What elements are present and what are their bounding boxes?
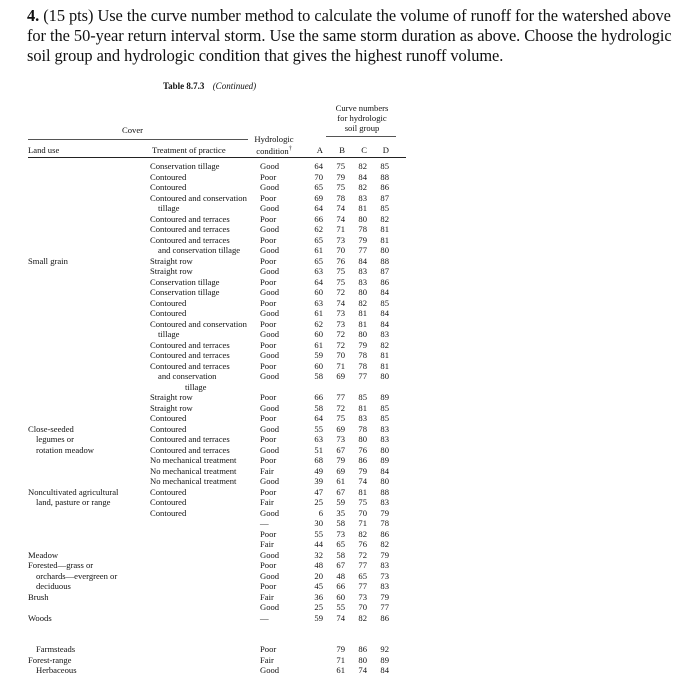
curve-number-cell: 71 [336,360,345,371]
curve-number-cell: 89 [380,392,389,402]
land-use-label: Meadow [28,549,59,560]
curve-number-cell: 82 [380,213,389,224]
treatment-label: Conservation tillage [150,276,220,287]
hydrologic-condition: Poor [260,560,277,570]
cover-header: Cover [122,125,144,135]
curve-number-cell: 82 [380,539,389,549]
hydrologic-condition: Fair [260,497,274,507]
hydrologic-condition: Good [260,350,280,360]
curve-number-cell: 70 [314,171,323,182]
curve-number-cell: 80 [358,434,367,444]
curve-number-cell: 84 [380,287,389,297]
treatment-label: tillage [158,203,180,213]
curve-number-cell: 20 [314,570,323,581]
curve-number-cell: 39 [314,476,323,486]
hydrologic-condition: Good [260,266,280,276]
curve-number-cell: 60 [336,591,345,602]
curve-number-cell: 86 [358,455,367,465]
treatment-label: Straight row [150,266,193,276]
hydrologic-condition: Poor [260,276,277,287]
curve-number-cell: 69 [336,371,345,381]
curve-number-cell: 70 [358,507,367,518]
curve-number-cell: 83 [380,497,389,507]
curve-number-cell: 61 [336,476,345,486]
curve-number-cell: 83 [380,560,389,570]
curve-number-cell: 82 [358,528,367,539]
treatment-label: Contoured and terraces [150,339,230,350]
curve-number-cell: 47 [314,486,323,497]
curve-number-cell: 72 [336,329,345,339]
land-use-label: Forested—grass or [28,560,94,570]
curve-number-cell: 67 [336,486,345,497]
hydrologic-condition: Fair [260,539,274,549]
hydrologic-condition: Good [260,245,280,255]
hydrologic-condition-header: Hydrologic condition† [254,134,294,156]
curve-numbers-header: Curve numbers for hydrologic soil group [335,103,389,133]
curve-number-cell: 48 [336,570,345,581]
curve-number-cell: 73 [336,308,345,318]
curve-number-cell: 74 [336,213,345,224]
land-use-label: orchards—evergreen or [36,570,118,581]
treatment-label: Straight row [150,392,193,402]
curve-number-cell: 74 [336,612,345,623]
curve-number-cell: 79 [336,455,345,465]
curve-number-cell: 84 [380,318,389,329]
curve-number-cell: 79 [336,644,345,654]
curve-number-cell: 83 [358,266,367,276]
curve-number-cell: 73 [336,434,345,444]
curve-number-cell: 25 [314,497,323,507]
curve-number-cell: 75 [336,266,345,276]
land-use-label: legumes or [36,434,74,444]
curve-number-cell: 82 [358,297,367,308]
curve-number-cell: 83 [358,192,367,203]
curve-number-cell: 59 [336,497,345,507]
land-use-label: Small grain [28,255,68,266]
hydrologic-condition: Poor [260,644,277,654]
curve-number-cell: 83 [380,581,389,591]
curve-number-cell: 44 [314,539,323,549]
curve-number-cell: 62 [314,224,323,234]
curve-number-cell: 68 [314,455,323,465]
land-use-header: Land use [28,145,60,155]
group-b-header: B [339,145,345,155]
curve-number-cell: 81 [380,360,389,371]
table-caption [163,81,256,91]
curve-number-cell: 83 [358,413,367,423]
treatment-label: Contoured and terraces [150,224,230,234]
curve-number-cell: 74 [358,476,367,486]
curve-number-cell: 67 [336,444,345,455]
curve-number-cell: 88 [380,171,389,182]
hydrologic-condition: Good [260,549,280,560]
cn-rule [326,136,396,137]
curve-number-cell: 74 [336,297,345,308]
curve-number-cell: 65 [314,234,323,245]
hydrologic-condition: Poor [260,413,277,423]
curve-number-cell: 65 [314,182,323,192]
curve-number-cell: 58 [336,518,345,528]
curve-number-cell: 85 [358,392,367,402]
curve-number-cell: 80 [358,329,367,339]
curve-number-cell: 32 [314,549,323,560]
curve-number-cell: 60 [314,360,323,371]
curve-number-cell: 78 [336,192,345,203]
curve-number-cell: 59 [314,350,323,360]
curve-number-cell: 72 [336,402,345,413]
curve-number-cell: 73 [336,528,345,539]
curve-number-cell: 66 [336,581,345,591]
curve-number-cell: 45 [314,581,323,591]
curve-number-cell: 83 [380,423,389,434]
hydrologic-condition: Poor [260,528,277,539]
curve-number-cell: 66 [314,213,323,224]
treatment-label: Contoured and terraces [150,360,230,371]
curve-number-cell: 72 [336,339,345,350]
hydrologic-condition: Good [260,476,280,486]
hydrologic-condition: Fair [260,654,274,665]
question-body: (15 pts) Use the curve number method to calculate the volume of runoff for the watershed above for the 50-year return interval storm. Use the same storm duration as above. Choose the hydrologic soil group and hydrologic condition that gives the highest runoff volume. [27,6,672,65]
curve-number-cell: 71 [336,654,345,665]
treatment-label: Contoured [150,497,187,507]
treatment-label: tillage [158,329,180,339]
hydrologic-condition: — [260,612,269,623]
curve-number-cell: 74 [358,665,367,675]
curve-number-cell: 76 [336,255,345,266]
curve-number-cell: 77 [380,602,389,612]
curve-number-cell: 64 [314,276,323,287]
curve-number-cell: 81 [380,350,389,360]
curve-number-cell: 82 [358,182,367,192]
curve-number-cell: 80 [380,476,389,486]
hydrologic-condition: Good [260,423,280,434]
curve-number-cell: 61 [314,245,323,255]
treatment-label: Conservation tillage [150,161,220,171]
treatment-label: Contoured and terraces [150,444,230,455]
curve-number-cell: 79 [358,234,367,245]
curve-number-cell: 84 [358,255,367,266]
question-text [27,6,677,66]
curve-number-cell: 79 [380,591,389,602]
curve-number-cell: 61 [314,308,323,318]
treatment-label: Conservation tillage [150,287,220,297]
land-use-label: rotation meadow [36,444,94,455]
curve-number-cell: 63 [314,266,323,276]
curve-number-cell: 64 [314,203,323,213]
treatment-label: Contoured and terraces [150,350,230,360]
curve-number-cell: 84 [380,308,389,318]
curve-number-cell: 71 [358,518,367,528]
curve-number-cell: 35 [336,507,345,518]
curve-number-cell: 78 [358,360,367,371]
curve-number-cell: 66 [314,392,323,402]
curve-number-cell: 86 [358,644,367,654]
curve-number-cell: 77 [358,245,367,255]
curve-number-cell: 79 [380,549,389,560]
curve-number-cell: 69 [336,465,345,476]
curve-number-cell: 72 [336,287,345,297]
curve-number-cell: 82 [380,339,389,350]
hydrologic-condition: Good [260,570,280,581]
treatment-label: Contoured and conservation [150,318,247,329]
hydrologic-condition: Poor [260,297,277,308]
hydrologic-condition: Good [260,665,280,675]
curve-number-cell: 86 [380,528,389,539]
curve-number-cell: 60 [314,329,323,339]
curve-number-cell: 85 [380,161,389,171]
curve-number-cell: 75 [358,497,367,507]
curve-number-cell: 55 [336,602,345,612]
curve-number-cell: 73 [336,318,345,329]
group-c-header: C [361,145,367,155]
curve-number-cell: 77 [358,581,367,591]
curve-number-cell: 55 [314,423,323,434]
curve-number-cell: 83 [358,276,367,287]
land-use-label: deciduous [36,581,71,591]
curve-number-cell: 81 [358,203,367,213]
treatment-label: No mechanical treatment [150,476,237,486]
land-use-label: Brush [28,591,49,602]
curve-number-cell: 81 [358,486,367,497]
curve-number-cell: 77 [358,371,367,381]
curve-number-cell: 73 [358,591,367,602]
treatment-label: Straight row [150,402,193,413]
curve-number-cell: 64 [314,413,323,423]
curve-number-cell: 83 [380,329,389,339]
curve-number-cell: 79 [358,465,367,476]
curve-number-cell: 85 [380,297,389,308]
curve-number-cell: 80 [358,287,367,297]
treatment-label: No mechanical treatment [150,465,237,476]
curve-number-cell: 88 [380,255,389,266]
curve-number-cell: 82 [358,612,367,623]
curve-number-cell: 64 [314,161,323,171]
land-use-label: Close-seeded [28,423,74,434]
hydrologic-condition: Good [260,161,280,171]
treatment-label: Contoured and terraces [150,434,230,444]
curve-number-cell: 70 [336,350,345,360]
hydrologic-condition: — [260,518,269,528]
curve-number-cell: 89 [380,654,389,665]
treatment-label: Straight row [150,255,193,266]
curve-number-cell: 63 [314,434,323,444]
hydrologic-condition: Good [260,507,280,518]
hydrologic-condition: Good [260,402,280,413]
land-use-label: Farmsteads [36,644,76,654]
treatment-label: Contoured [150,507,187,518]
curve-number-cell: 85 [380,413,389,423]
curve-number-cell: 49 [314,465,323,476]
treatment-label: No mechanical treatment [150,455,237,465]
hydrologic-condition: Fair [260,591,274,602]
curve-number-cell: 63 [314,297,323,308]
curve-number-cell: 36 [314,591,323,602]
curve-number-cell: 87 [380,266,389,276]
curve-number-cell: 78 [358,423,367,434]
hydrologic-condition: Good [260,287,280,297]
hydrologic-condition: Poor [260,318,277,329]
curve-number-cell: 65 [336,539,345,549]
curve-number-cell: 80 [358,654,367,665]
hydrologic-condition: Poor [260,455,277,465]
curve-number-cell: 76 [358,444,367,455]
treatment-label: Contoured [150,308,187,318]
treatment-label: Contoured and conservation [150,192,247,203]
curve-number-cell: 58 [314,402,323,413]
hydrologic-condition: Poor [260,486,277,497]
table-number: Table 8.7.3 [163,81,205,91]
curve-number-cell: 80 [380,371,389,381]
land-use-label: Forest-range [28,654,72,665]
curve-number-cell: 70 [358,602,367,612]
treatment-header: Treatment of practice [152,145,226,155]
curve-number-cell: 86 [380,612,389,623]
treatment-label: Contoured and terraces [150,213,230,224]
treatment-label: and conservation tillage [158,245,241,255]
curve-number-cell: 70 [336,245,345,255]
curve-number-cell: 81 [358,308,367,318]
hydrologic-condition: Good [260,182,280,192]
curve-number-cell: 6 [318,507,323,518]
curve-number-cell: 84 [380,465,389,476]
curve-number-cell: 65 [314,255,323,266]
treatment-label: and conservation [158,371,217,381]
curve-number-cell: 73 [336,234,345,245]
curve-number-cell: 61 [336,665,345,675]
hydrologic-condition: Poor [260,192,277,203]
hydrologic-condition: Good [260,224,280,234]
curve-number-cell: 78 [358,224,367,234]
curve-number-cell: 79 [336,171,345,182]
curve-number-cell: 80 [358,213,367,224]
curve-number-cell: 55 [314,528,323,539]
curve-number-cell: 71 [336,224,345,234]
group-a-header: A [316,145,323,155]
curve-number-cell: 72 [358,549,367,560]
curve-number-cell: 61 [314,339,323,350]
curve-number-cell: 75 [336,276,345,287]
curve-number-cell: 74 [336,203,345,213]
curve-number-cell: 48 [314,560,323,570]
curve-number-cell: 79 [358,339,367,350]
curve-number-cell: 80 [380,444,389,455]
hydrologic-condition: Fair [260,465,274,476]
curve-number-cell: 62 [314,318,323,329]
group-d-header: D [382,145,389,155]
treatment-label: Contoured [150,413,187,423]
treatment-label: Contoured [150,171,187,182]
curve-number-cell: 80 [380,245,389,255]
curve-number-cell: 58 [336,549,345,560]
curve-number-cell: 84 [380,665,389,675]
curve-number-cell: 75 [336,161,345,171]
curve-number-cell: 79 [380,507,389,518]
question-number: 4. [27,6,40,25]
curve-number-cell: 30 [314,518,323,528]
hydrologic-condition: Good [260,329,280,339]
table-continued: (Continued) [212,81,257,91]
curve-number-cell: 89 [380,455,389,465]
hydrologic-condition: Poor [260,339,277,350]
curve-number-cell: 85 [380,402,389,413]
land-use-label: Noncultivated agricultural [28,486,119,497]
curve-number-cell: 76 [358,539,367,549]
hydrologic-condition: Poor [260,392,277,402]
curve-number-cell: 69 [336,423,345,434]
curve-number-cell: 25 [314,602,323,612]
curve-number-cell: 60 [314,287,323,297]
curve-number-cell: 77 [358,560,367,570]
curve-number-cell: 78 [380,518,389,528]
curve-number-cell: 59 [314,612,323,623]
hydrologic-condition: Poor [260,171,277,182]
treatment-label: Contoured [150,297,187,308]
curve-number-cell: 85 [380,203,389,213]
curve-number-cell: 75 [336,182,345,192]
land-use-label: Herbaceous [36,665,77,675]
treatment-label: tillage [185,381,207,392]
curve-number-cell: 86 [380,182,389,192]
curve-number-cell: 58 [314,371,323,381]
curve-number-cell: 51 [314,444,323,455]
curve-number-cell: 78 [358,350,367,360]
treatment-label: Contoured [150,486,187,497]
curve-number-cell: 83 [380,434,389,444]
curve-number-cell: 82 [358,161,367,171]
curve-number-cell: 81 [380,224,389,234]
hydrologic-condition: Poor [260,255,277,266]
treatment-label: Contoured [150,182,187,192]
curve-number-cell: 92 [380,644,389,654]
curve-number-cell: 67 [336,560,345,570]
curve-number-cell: 75 [336,413,345,423]
curve-number-cell: 88 [380,486,389,497]
hydrologic-condition: Good [260,444,280,455]
curve-number-cell: 65 [358,570,367,581]
curve-number-cell: 81 [358,402,367,413]
curve-number-cell: 77 [336,392,345,402]
curve-number-cell: 84 [358,171,367,182]
curve-number-cell: 69 [314,192,323,203]
hydrologic-condition: Poor [260,213,277,224]
cover-rule [28,139,248,140]
curve-number-cell: 87 [380,192,389,203]
treatment-label: Contoured [150,423,187,434]
hydrologic-condition: Good [260,602,280,612]
header-rule [28,157,406,158]
curve-number-cell: 73 [380,570,389,581]
hydrologic-condition: Poor [260,434,277,444]
hydrologic-condition: Good [260,203,280,213]
curve-number-cell: 81 [358,318,367,329]
curve-number-cell: 86 [380,276,389,287]
hydrologic-condition: Good [260,371,280,381]
hydrologic-condition: Poor [260,581,277,591]
treatment-label: Contoured and terraces [150,234,230,245]
hydrologic-condition: Good [260,308,280,318]
curve-number-cell: 81 [380,234,389,245]
hydrologic-condition: Poor [260,234,277,245]
land-use-label: land, pasture or range [36,497,111,507]
land-use-label: Woods [28,612,52,623]
hydrologic-condition: Poor [260,360,277,371]
